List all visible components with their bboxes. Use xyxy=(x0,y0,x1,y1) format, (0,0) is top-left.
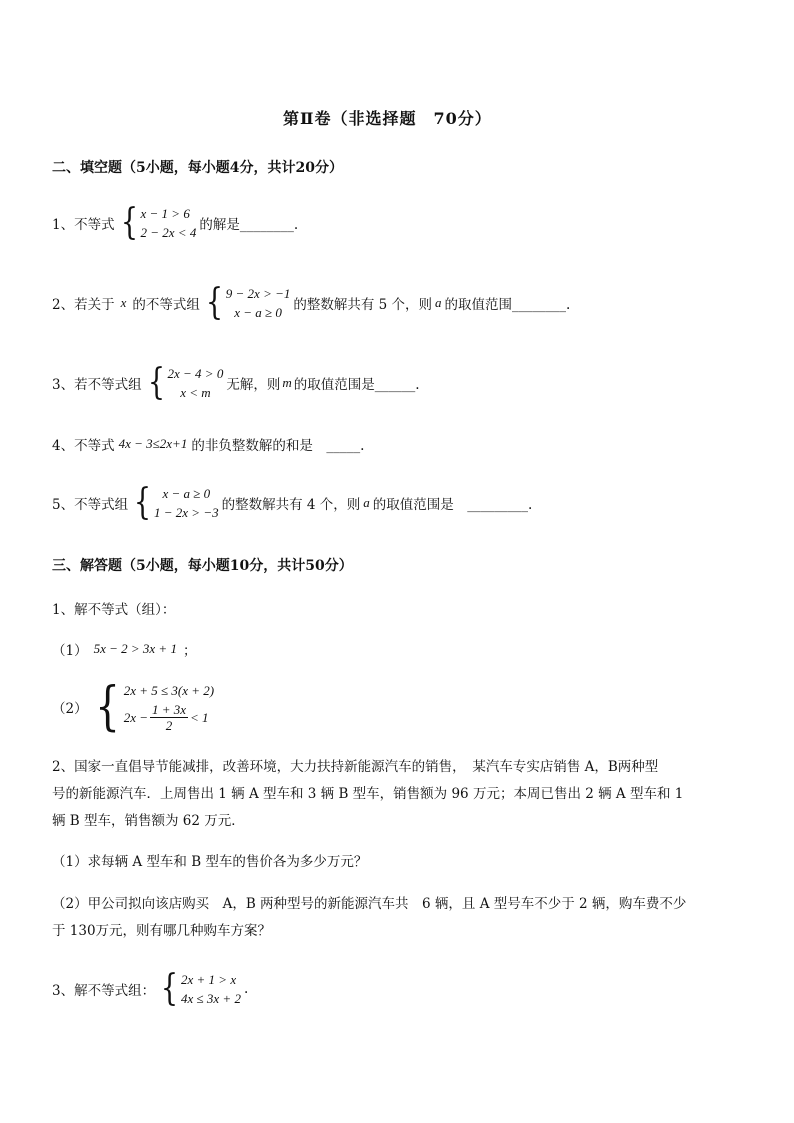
q2-suffix-b: 的取值范围________. xyxy=(444,297,571,313)
solve-question-2-sub-2-line-2: 于 130万元，则有哪几种购车方案？ xyxy=(52,923,272,939)
fraction-denominator: 2 xyxy=(165,718,173,733)
part-2-row-2-left: 2x − xyxy=(123,710,148,725)
q3-inequality-system xyxy=(145,364,224,402)
q3s-row-1: 2x + 1 > x xyxy=(181,972,237,987)
q3-prefix: 3、若不等式组 xyxy=(52,377,142,393)
solve-question-2-sub-2-line-1: （2）甲公司拟向该店购买 A，B 两种型号的新能源汽车共 6 辆，且 A 型号车不少于 2 辆，购车费不少 xyxy=(52,896,687,912)
solve-question-3 xyxy=(52,970,248,1008)
q1-inequality-system xyxy=(118,204,197,242)
q3-suffix-b: 的取值范围是______. xyxy=(293,377,420,393)
q1-row-2: 2 − 2x < 4 xyxy=(140,225,197,240)
q2-suffix-a: 的整数解共有 5 个，则 xyxy=(293,297,433,313)
q1-suffix: 的解是________. xyxy=(199,217,299,233)
q2-var-x: x xyxy=(120,295,127,310)
fill-question-2 xyxy=(52,284,570,322)
left-brace-icon: { xyxy=(205,282,223,323)
q2-row-2: x − a ≥ 0 xyxy=(234,305,282,320)
q3-suffix-a: 无解，则 xyxy=(226,377,281,393)
left-brace-icon: { xyxy=(133,482,152,523)
section-2-heading: 二、填空题（5小题，每小题4分，共计20分） xyxy=(52,160,343,176)
part-2-label: （2） xyxy=(52,700,88,717)
q2-inequality-system xyxy=(203,284,291,322)
solve-question-2-line-1: 2、国家一直倡导节能减排，改善环境，大力扶持新能源汽车的销售， 某汽车专实店销售 A，B两种型 xyxy=(52,759,659,775)
q5-suffix-b: 的取值范围是 _________. xyxy=(372,497,533,513)
solve-question-1-part-1 xyxy=(52,639,196,659)
fill-question-3 xyxy=(52,364,420,402)
part-1-end: ； xyxy=(182,643,197,659)
q3-row-1: 2x − 4 > 0 xyxy=(167,366,224,381)
part-2-row-2-right: < 1 xyxy=(190,710,209,725)
solve-question-2-line-2: 号的新能源汽车．上周售出 1 辆 A 型车和 3 辆 B 型车，销售额为 96 万元；本周已售出 2 辆 A 型车和 1 xyxy=(52,786,684,802)
q5-inequality-system xyxy=(131,484,219,522)
part-2-inequality-system xyxy=(91,676,215,737)
q3-var-m: m xyxy=(282,375,292,390)
left-brace-icon: { xyxy=(147,362,165,403)
solve-question-1-title: 1、解不等式（组）： xyxy=(52,602,176,618)
fraction xyxy=(150,702,188,733)
q5-var-a: a xyxy=(363,495,370,510)
fill-question-4 xyxy=(52,434,364,454)
part-1-label: （1） xyxy=(52,643,88,659)
q4-expression: 4x − 3≤2x+1 xyxy=(118,436,188,451)
q1-row-1: x − 1 > 6 xyxy=(140,206,190,221)
fill-question-5 xyxy=(52,484,532,522)
q2-prefix: 2、若关于 xyxy=(52,297,115,313)
q5-row-2: 1 − 2x > −3 xyxy=(154,505,219,520)
q5-prefix: 5、不等式组 xyxy=(52,497,129,513)
part-2-row-2 xyxy=(124,702,214,733)
section-3-heading: 三、解答题（5小题，每小题10分，共计50分） xyxy=(52,558,353,574)
q3s-suffix: . xyxy=(243,981,249,997)
part-2-row-1: 2x + 5 ≤ 3(x + 2) xyxy=(123,683,215,698)
part-1-expression: 5x − 2 > 3x + 1 xyxy=(93,641,177,656)
page-title: 第Ⅱ卷（非选择题 70分） xyxy=(283,109,492,128)
solve-question-2-sub-1: （1）求每辆 A 型车和 B 型车的售价各为多少万元？ xyxy=(52,854,368,870)
q4-text-b: 的非负整数解的和是 _____. xyxy=(191,438,365,454)
solve-question-2-line-3: 辆 B 型车，销售额为 62 万元． xyxy=(52,813,245,829)
q3s-row-2: 4x ≤ 3x + 2 xyxy=(181,991,241,1006)
fraction-numerator: 1 + 3x xyxy=(151,702,187,717)
q2-mid: 的不等式组 xyxy=(132,297,200,313)
q2-row-1: 9 − 2x > −1 xyxy=(225,286,291,301)
fill-question-1 xyxy=(52,204,298,242)
q3-row-2: x < m xyxy=(180,385,211,400)
q1-prefix: 1、不等式 xyxy=(52,217,115,233)
q2-var-a: a xyxy=(435,295,442,310)
q4-text-a: 4、不等式 xyxy=(52,438,115,454)
left-brace-icon: { xyxy=(94,676,120,737)
q3s-inequality-system xyxy=(158,970,241,1008)
left-brace-icon: { xyxy=(160,968,179,1009)
solve-question-1-part-2 xyxy=(52,676,217,737)
q5-row-1: x − a ≥ 0 xyxy=(162,486,211,501)
left-brace-icon: { xyxy=(120,202,138,243)
q3s-prefix: 3、解不等式组： xyxy=(52,983,156,999)
q5-suffix-a: 的整数解共有 4 个，则 xyxy=(221,497,361,513)
